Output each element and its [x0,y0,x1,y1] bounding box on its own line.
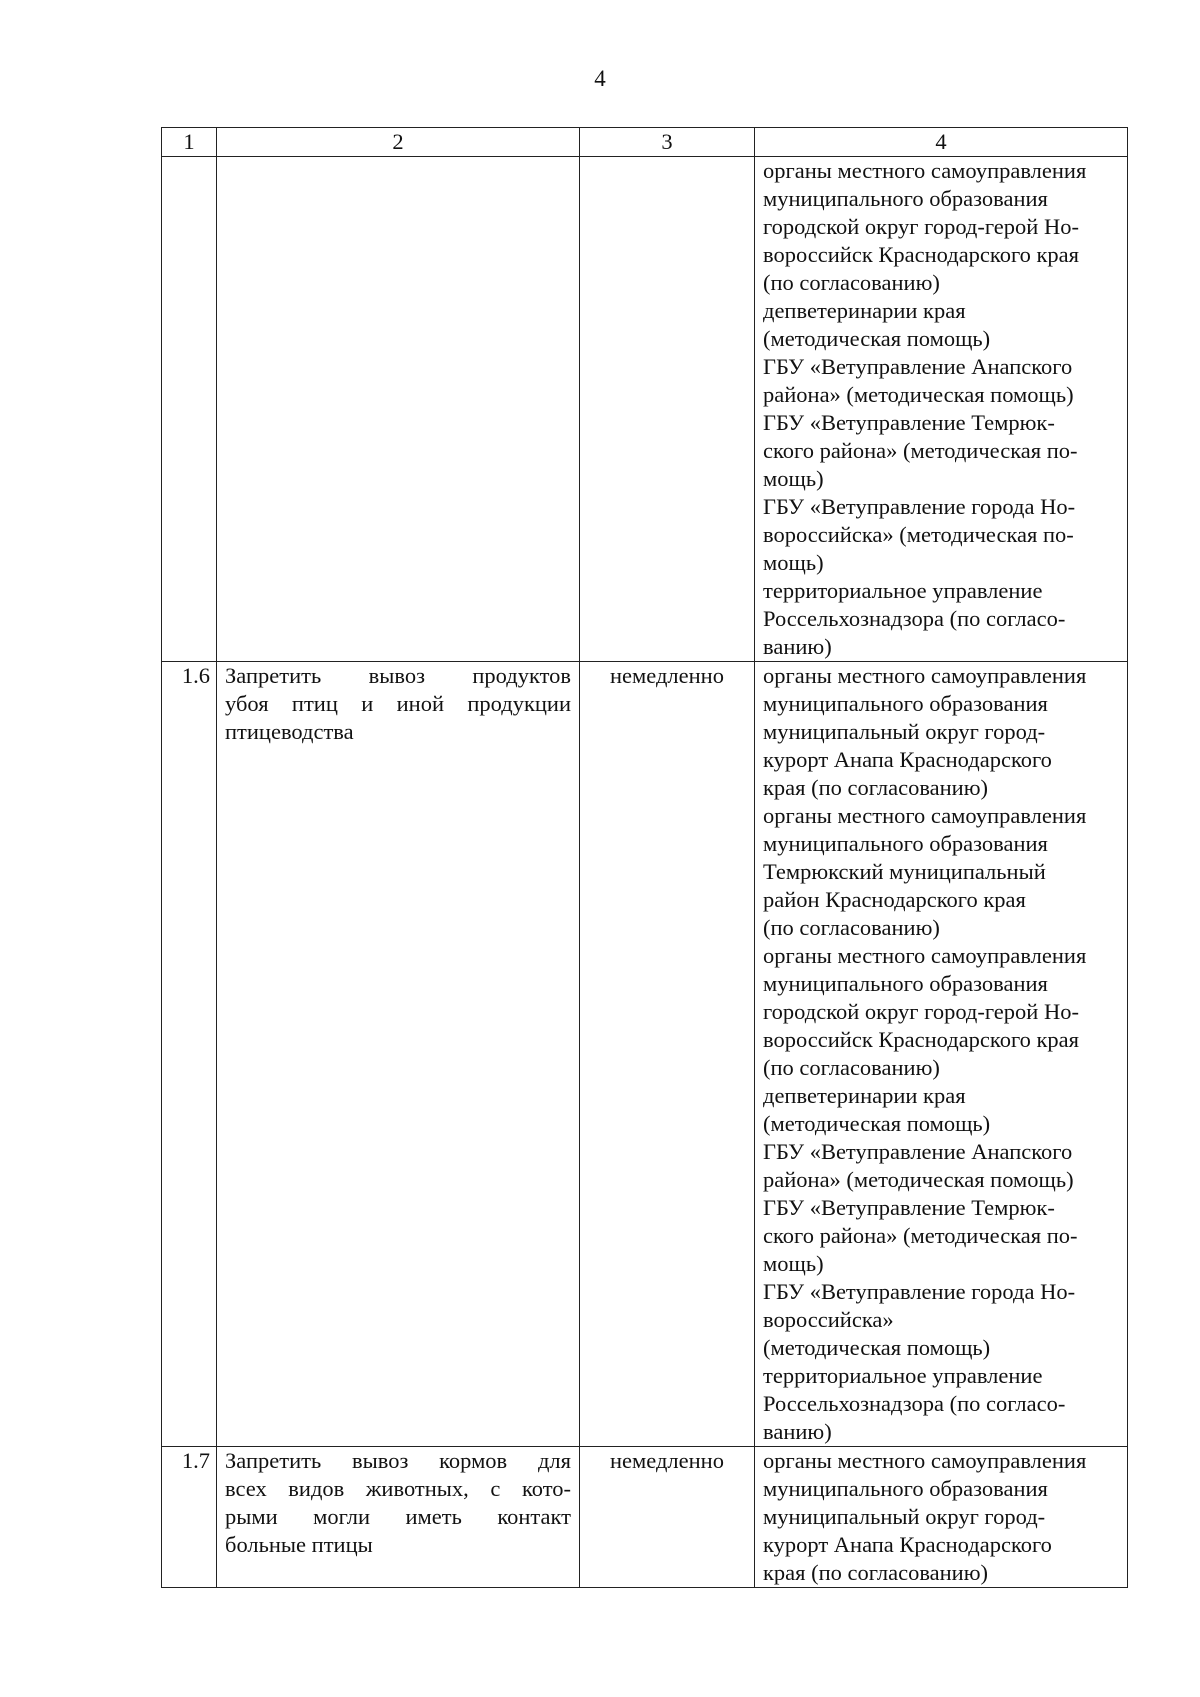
measure-line: птицеводства [225,719,354,744]
measure-cell [217,662,580,1447]
responsible-cell [755,662,1128,1447]
responsible-line: вороссийска» [763,1307,894,1332]
responsible-line: Россельхознадзора (по согласо- [763,1391,1066,1416]
responsible-line: курорт Анапа Краснодарского [763,747,1052,772]
responsible-line: ГБУ «Ветуправление Анапского [763,354,1073,379]
responsible-line: района» (методическая помощь) [763,1167,1074,1192]
responsible-line: Россельхознадзора (по согласо- [763,606,1066,631]
responsible-line: ГБУ «Ветуправление города Но- [763,494,1076,519]
responsible-line: мощь) [763,1251,824,1276]
responsible-line: Темрюкский муниципальный [763,859,1046,884]
responsible-line: территориальное управление [763,1363,1043,1388]
responsible-line: муниципальный округ город- [763,1504,1046,1529]
responsible-line: депветеринарии края [763,298,966,323]
responsible-line: муниципального образования [763,831,1048,856]
measure-line: рыми могли иметь контакт [225,1504,571,1529]
table-body [162,157,1128,1588]
responsible-line: (методическая помощь) [763,1111,991,1136]
responsible-line: ского района» (методическая по- [763,1223,1078,1248]
table-row [162,662,1128,1447]
responsible-line: мощь) [763,466,824,491]
responsible-line: район Краснодарского края [763,887,1026,912]
responsible-line: органы местного самоуправления [763,663,1087,688]
measure-line: Запретить вывоз кормов для [225,1448,571,1473]
responsible-line: мощь) [763,550,824,575]
measure-line: убоя птиц и иной продукции [225,691,571,716]
responsible-line: муниципальный округ город- [763,719,1046,744]
responsible-line: муниципального образования [763,971,1048,996]
responsible-line: городской округ город-герой Но- [763,214,1079,239]
responsible-line: ванию) [763,1419,832,1444]
measure-line: больные птицы [225,1532,373,1557]
responsible-line: (методическая помощь) [763,326,991,351]
responsible-line: ГБУ «Ветуправление Темрюк- [763,1195,1055,1220]
responsible-line: края (по согласованию) [763,1560,989,1585]
term-cell: немедленно [580,1447,755,1588]
responsible-line: территориальное управление [763,578,1043,603]
table-row [162,1447,1128,1588]
measure-cell [217,157,580,662]
responsible-line: органы местного самоуправления [763,1448,1087,1473]
responsible-line: городской округ город-герой Но- [763,999,1079,1024]
responsible-line: вороссийска» (методическая по- [763,522,1074,547]
table-header-row [162,128,1128,157]
row-number [162,157,217,662]
responsible-line: (по согласованию) [763,1055,940,1080]
measure-cell [217,1447,580,1588]
responsible-line: ГБУ «Ветуправление Анапского [763,1139,1073,1164]
responsible-line: ГБУ «Ветуправление Темрюк- [763,410,1055,435]
page-number: 4 [594,66,606,91]
row-number: 1.7 [162,1447,217,1588]
measure-line: всех видов животных, с кото- [225,1476,571,1501]
responsible-line: курорт Анапа Краснодарского [763,1532,1052,1557]
responsible-line: района» (методическая помощь) [763,382,1074,407]
responsible-line: муниципального образования [763,691,1048,716]
header-col-4: 4 [755,128,1128,157]
responsible-line: ГБУ «Ветуправление города Но- [763,1279,1076,1304]
responsible-line: муниципального образования [763,186,1048,211]
responsible-line: ского района» (методическая по- [763,438,1078,463]
row-number: 1.6 [162,662,217,1447]
measure-line: Запретить вывоз продуктов [225,663,571,688]
responsible-line: ванию) [763,634,832,659]
responsible-line: муниципального образования [763,1476,1048,1501]
responsible-line: органы местного самоуправления [763,158,1087,183]
responsible-line: (методическая помощь) [763,1335,991,1360]
responsible-line: вороссийск Краснодарского края [763,242,1080,267]
responsible-line: края (по согласованию) [763,775,989,800]
header-col-1: 1 [162,128,217,157]
responsible-line: органы местного самоуправления [763,943,1087,968]
responsible-line: (по согласованию) [763,270,940,295]
header-col-2: 2 [217,128,580,157]
responsible-line: (по согласованию) [763,915,940,940]
term-cell [580,157,755,662]
header-col-3: 3 [580,128,755,157]
table-row [162,157,1128,662]
measures-table [161,127,1128,1588]
term-cell: немедленно [580,662,755,1447]
responsible-line: депветеринарии края [763,1083,966,1108]
responsible-cell [755,1447,1128,1588]
responsible-line: вороссийск Краснодарского края [763,1027,1080,1052]
responsible-line: органы местного самоуправления [763,803,1087,828]
responsible-cell [755,157,1128,662]
